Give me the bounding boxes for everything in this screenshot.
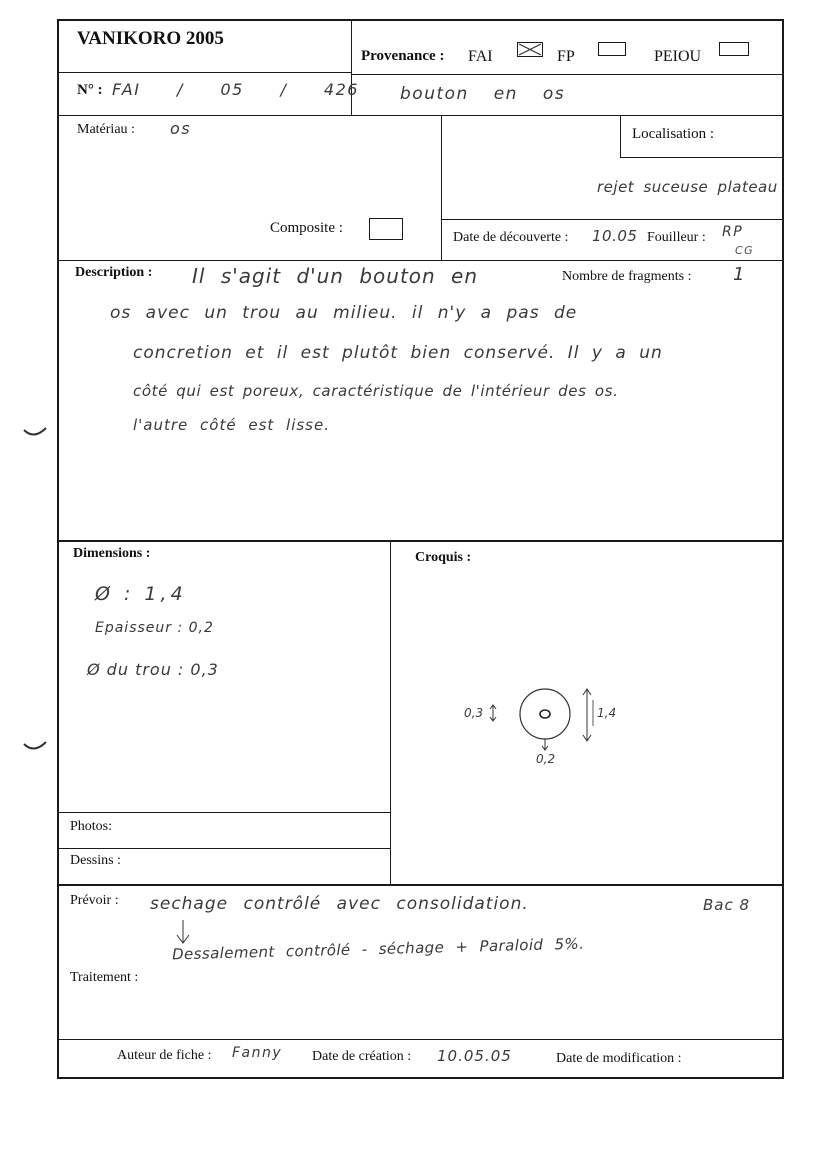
localisation-label: Localisation : — [632, 126, 715, 142]
creation-date-value[interactable]: 10.05.05 — [437, 1047, 512, 1065]
composite-checkbox[interactable] — [369, 218, 403, 240]
sketch-label: Croquis : — [415, 550, 472, 565]
material-label: Matériau : — [77, 122, 135, 137]
excavator-value-secondary[interactable]: CG — [735, 244, 755, 257]
localisation-value[interactable]: rejet suceuse plateau — [597, 178, 778, 196]
description-line-5[interactable]: l'autre côté est lisse. — [133, 416, 330, 434]
provenance-label: Provenance : — [361, 48, 445, 64]
photos-label: Photos: — [70, 819, 113, 834]
discovery-date-label: Date de découverte : — [453, 230, 569, 245]
description-line-3[interactable]: concretion et il est plutôt bien conservé. Il y a un — [133, 343, 663, 363]
description-label: Description : — [75, 265, 153, 280]
dimensions-label: Dimensions : — [73, 546, 151, 561]
description-line-4[interactable]: côté qui est poreux, caractéristique de l'intérieur des os. — [133, 382, 619, 400]
fragments-value[interactable]: 1 — [733, 264, 746, 285]
binder-hole-mark-bottom — [22, 738, 48, 754]
discovery-date-value[interactable]: 10.05 — [592, 227, 638, 245]
provenance-checkbox-fai[interactable] — [517, 42, 543, 57]
dimension-thickness[interactable]: Epaisseur : 0,2 — [95, 620, 214, 636]
composite-label: Composite : — [270, 220, 343, 236]
cross-mark-icon — [518, 43, 542, 56]
traitement-value[interactable]: Dessalement contrôlé - séchage + Paraloid 5%. — [171, 934, 585, 964]
excavator-label: Fouilleur : — [647, 230, 706, 245]
description-line-2[interactable]: os avec un trou au milieu. il n'y a pas de — [110, 303, 578, 323]
author-value[interactable]: Fanny — [232, 1045, 283, 1061]
dimension-diameter[interactable]: Ø : 1,4 — [95, 583, 187, 605]
number-value[interactable]: FAI / 05 / 426 — [112, 80, 359, 99]
prevoir-label: Prévoir : — [70, 893, 119, 908]
down-arrow-icon — [175, 918, 191, 946]
material-value[interactable]: os — [170, 119, 192, 138]
traitement-label: Traitement : — [70, 970, 139, 985]
modification-date-label: Date de modification : — [556, 1051, 682, 1066]
storage-bac[interactable]: Bac 8 — [703, 896, 751, 914]
fragments-label: Nombre de fragments : — [562, 269, 692, 284]
form-title: VANIKORO 2005 — [77, 28, 224, 49]
sketch-thickness-label: 0,2 — [536, 752, 556, 766]
creation-date-label: Date de création : — [312, 1049, 412, 1064]
description-line-1[interactable]: Il s'agit d'un bouton en — [192, 264, 479, 288]
drawings-label: Dessins : — [70, 853, 121, 868]
excavator-value[interactable]: RP — [722, 224, 744, 240]
object-name[interactable]: bouton en os — [400, 84, 566, 104]
number-label: N° : — [77, 82, 103, 98]
provenance-option-peiou-label: PEIOU — [654, 48, 702, 65]
sketch-hole-label: 0,3 — [464, 706, 484, 720]
provenance-option-fp-label: FP — [557, 48, 575, 65]
prevoir-value[interactable]: sechage contrôlé avec consolidation. — [150, 894, 529, 914]
provenance-checkbox-peiou[interactable] — [719, 42, 749, 56]
dimension-hole[interactable]: Ø du trou : 0,3 — [87, 660, 219, 679]
provenance-option-fai-label: FAI — [468, 48, 493, 65]
author-label: Auteur de fiche : — [117, 1048, 212, 1063]
binder-hole-mark-top — [22, 424, 48, 440]
sketch-diameter-label: 1,4 — [597, 706, 617, 720]
provenance-checkbox-fp[interactable] — [598, 42, 626, 56]
